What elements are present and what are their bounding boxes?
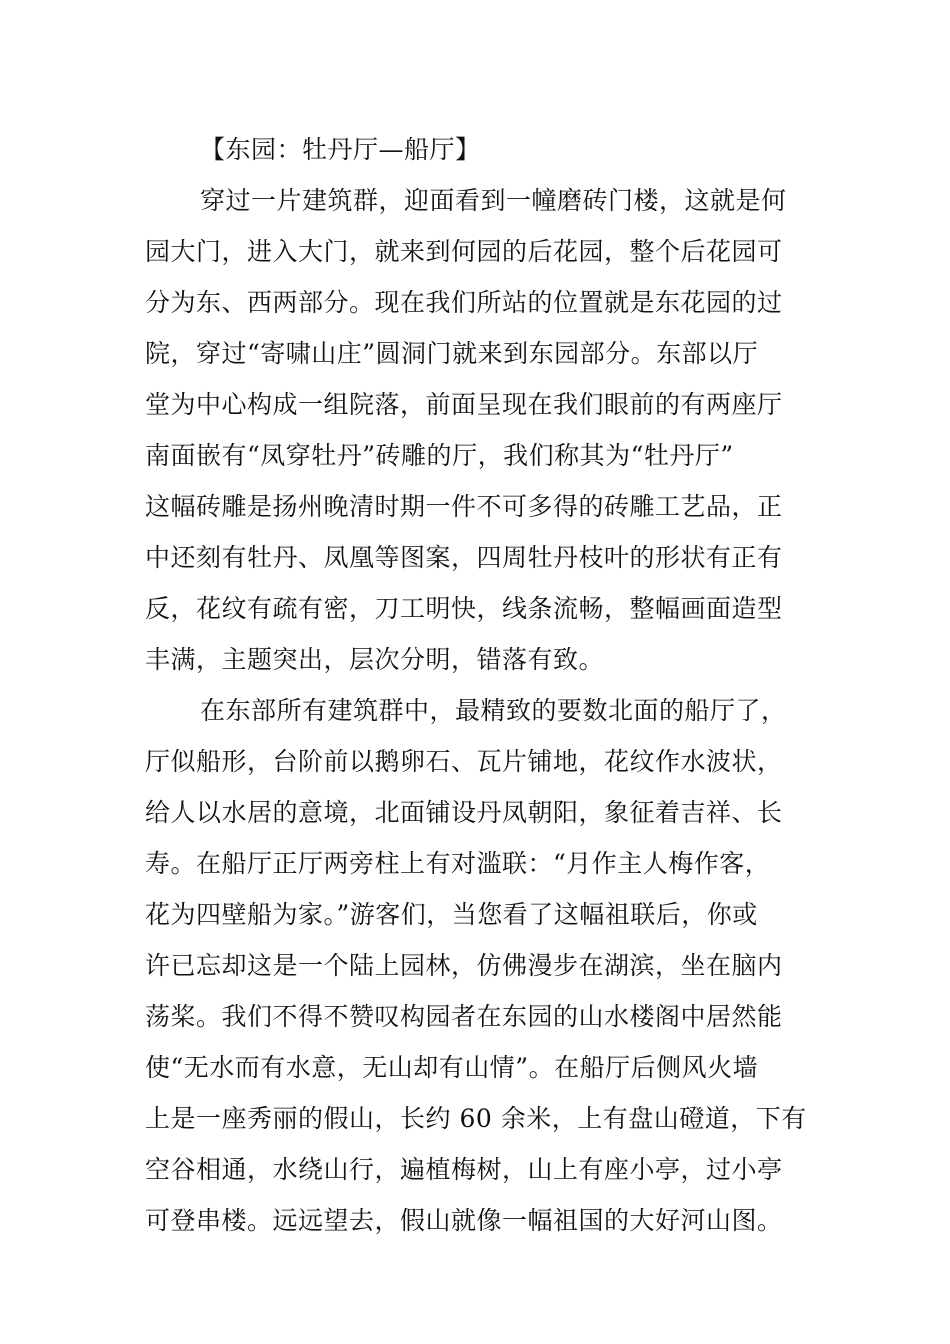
text-line: 这幅砖雕是扬州晚清时期一件不可多得的砖雕工艺品，正 bbox=[145, 492, 783, 521]
text-line: 穿过一片建筑群，迎面看到一幢磨砖门楼，这就是何 bbox=[200, 186, 787, 215]
paragraph-1 bbox=[145, 175, 810, 685]
text-line: 使“无水而有水意，无山却有山情”。在船厅后侧风火墙 bbox=[145, 1053, 759, 1082]
text-line: 园大门，进入大门，就来到何园的后花园，整个后花园可 bbox=[145, 237, 783, 266]
section-heading: 【东园：牡丹厅—船厅】 bbox=[200, 135, 481, 164]
text-line: 分为东、西两部分。现在我们所站的位置就是东花园的过 bbox=[145, 288, 783, 317]
text-line: 在东部所有建筑群中，最精致的要数北面的船厅了， bbox=[200, 696, 787, 725]
text-line: 可登串楼。远远望去，假山就像一幅祖国的大好河山图。 bbox=[145, 1206, 783, 1235]
text-line: 给人以水居的意境，北面铺设丹凤朝阳，象征着吉祥、长 bbox=[145, 798, 783, 827]
text-line: 上是一座秀丽的假山，长约 60 余米，上有盘山磴道，下有 bbox=[145, 1104, 807, 1133]
text-line: 丰满，主题突出，层次分明，错落有致。 bbox=[145, 645, 605, 674]
text-line: 中还刻有牡丹、凤凰等图案，四周牡丹枝叶的形状有正有 bbox=[145, 543, 783, 572]
text-line: 院，穿过“寄啸山庄”圆洞门就来到东园部分。东部以厅 bbox=[145, 339, 759, 368]
document-body bbox=[145, 124, 810, 1246]
text-line: 空谷相通，水绕山行，遍植梅树，山上有座小亭，过小亭 bbox=[145, 1155, 783, 1184]
text-line: 厅似船形，台阶前以鹅卵石、瓦片铺地，花纹作水波状， bbox=[145, 747, 783, 776]
text-line: 堂为中心构成一组院落，前面呈现在我们眼前的有两座厅 bbox=[145, 390, 783, 419]
text-line: 南面嵌有“凤穿牡丹”砖雕的厅，我们称其为“牡丹厅” bbox=[145, 441, 734, 470]
paragraph-2 bbox=[145, 685, 810, 1246]
text-line: 花为四壁船为家。”游客们，当您看了这幅祖联后，你或 bbox=[145, 900, 758, 929]
text-line: 荡桨。我们不得不赞叹构园者在东园的山水楼阁中居然能 bbox=[145, 1002, 783, 1031]
text-line: 许已忘却这是一个陆上园林，仿佛漫步在湖滨，坐在脑内 bbox=[145, 951, 783, 980]
text-line: 反，花纹有疏有密，刀工明快，线条流畅，整幅画面造型 bbox=[145, 594, 783, 623]
text-line: 寿。在船厅正厅两旁柱上有对滥联：“月作主人梅作客， bbox=[145, 849, 771, 878]
